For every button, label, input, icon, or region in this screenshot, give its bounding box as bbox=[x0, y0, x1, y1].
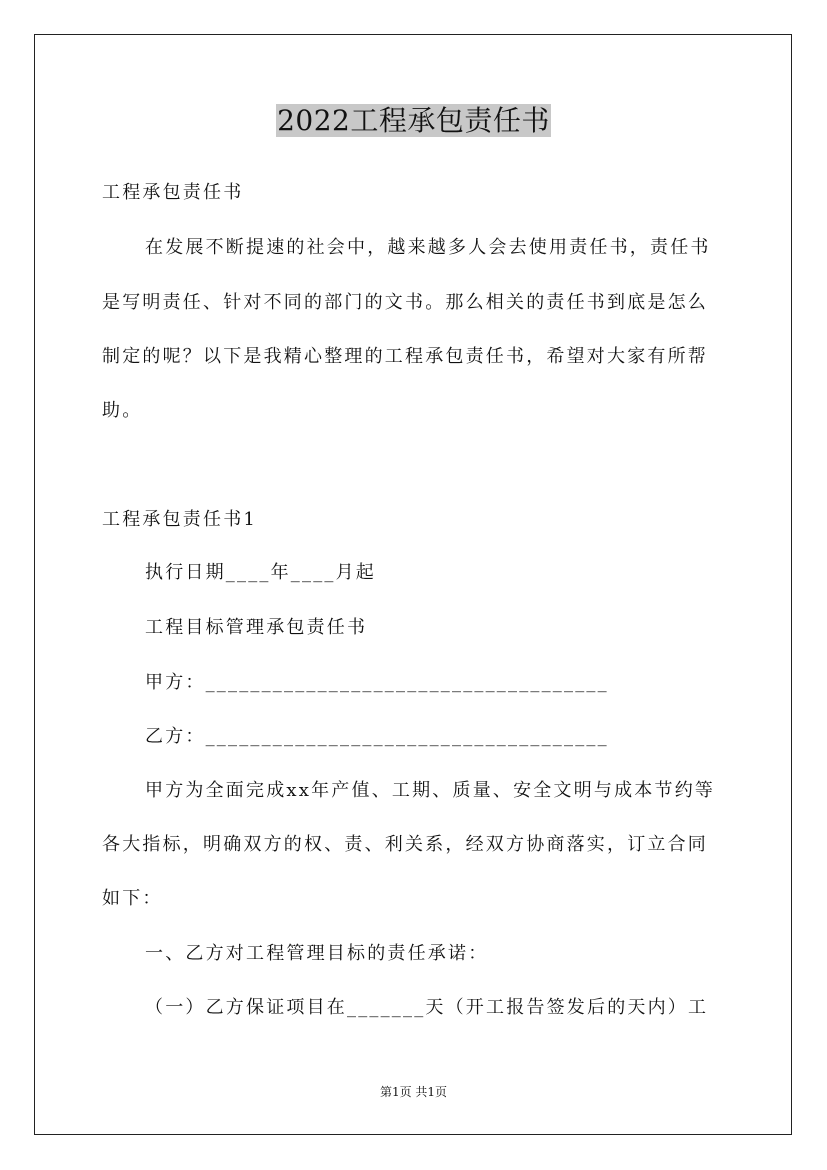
paragraph-line: 工程目标管理承包责任书 bbox=[145, 617, 368, 638]
paragraph-line: 助。 bbox=[102, 400, 143, 421]
section-heading: 工程承包责任书1 bbox=[102, 509, 258, 530]
document-title-text: 2022工程承包责任书 bbox=[277, 104, 550, 137]
paragraph-line: （一）乙方保证项目在_______天（开工报告签发后的天内）工 bbox=[145, 997, 709, 1018]
document-title bbox=[0, 101, 827, 141]
section-heading: 工程承包责任书 bbox=[102, 182, 244, 203]
party-b-line: 乙方：____________________________________ bbox=[145, 726, 609, 747]
paragraph-line: 甲方为全面完成xx年产值、工期、质量、安全文明与成本节约等 bbox=[145, 780, 716, 801]
paragraph-line: 各大指标，明确双方的权、责、利关系，经双方协商落实，订立合同 bbox=[102, 834, 708, 855]
paragraph-line: 在发展不断提速的社会中，越来越多人会去使用责任书，责任书 bbox=[145, 237, 711, 258]
paragraph-line: 一、乙方对工程管理目标的责任承诺： bbox=[145, 943, 489, 964]
paragraph-line: 是写明责任、针对不同的部门的文书。那么相关的责任书到底是怎么 bbox=[102, 292, 708, 313]
paragraph-line: 执行日期____年____月起 bbox=[145, 562, 376, 583]
page-footer: 第1页 共1页 bbox=[379, 1085, 448, 1099]
party-a-line: 甲方：____________________________________ bbox=[145, 672, 609, 693]
paragraph-line: 制定的呢？以下是我精心整理的工程承包责任书，希望对大家有所帮 bbox=[102, 346, 708, 367]
paragraph-line: 如下： bbox=[102, 888, 163, 909]
